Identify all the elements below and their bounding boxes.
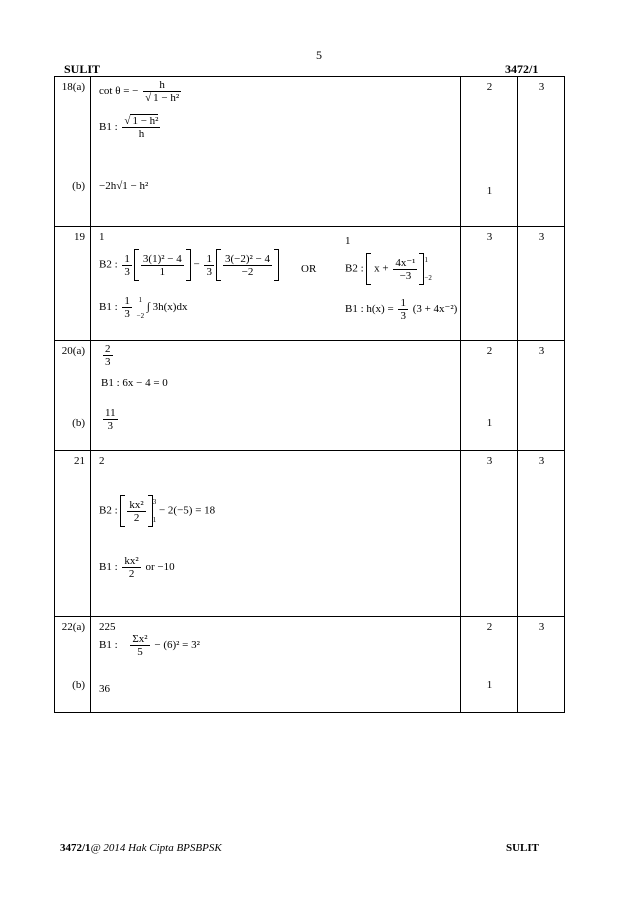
numerator: 3(1)² − 4 [142, 252, 182, 265]
answer-text: 1 [345, 235, 351, 247]
b2-line [99, 495, 215, 527]
denominator: −3 [399, 270, 412, 282]
mark-label: B2 : [99, 504, 118, 517]
fraction [393, 256, 417, 282]
denominator: −2 [241, 265, 254, 278]
mark-label: B1 : [99, 121, 118, 134]
question-row-18 [55, 77, 565, 227]
upper-limit: 1 [424, 255, 428, 264]
fraction [122, 295, 132, 320]
operator: − [193, 258, 200, 271]
answer-cell [91, 617, 461, 713]
mark-label: B1 : [99, 639, 118, 652]
denominator: 3 [107, 420, 114, 432]
total-cell [518, 227, 565, 341]
question-number-cell [55, 617, 91, 713]
denominator: h [138, 128, 145, 140]
denominator: 1 [159, 265, 166, 278]
marks-cell [461, 341, 518, 451]
lower-limit: −2 [136, 311, 145, 320]
fraction [141, 253, 184, 278]
marking-scheme-table [54, 76, 565, 713]
question-label: (b) [72, 180, 85, 192]
question-number-cell [55, 451, 91, 617]
numerator: 1 [206, 252, 212, 265]
marks-cell [461, 617, 518, 713]
marks-cell [461, 227, 518, 341]
mark-value: 2 [486, 621, 493, 633]
fraction [103, 343, 113, 368]
numerator: 1 [124, 252, 130, 265]
header-sulit: SULIT [64, 62, 101, 76]
mark-label: B1 : h(x) = [345, 303, 394, 316]
mark-label: B1 : [99, 301, 118, 314]
upper-limit: 1 [138, 295, 143, 304]
answer-cell [91, 77, 461, 227]
question-label: 22(a) [61, 621, 85, 633]
expression: or −10 [145, 561, 175, 574]
question-label: 20(a) [61, 345, 85, 357]
answer-text: cot θ = − [99, 85, 139, 98]
mark-value: 1 [486, 417, 493, 429]
footer-sulit: SULIT [506, 842, 540, 854]
expression: (3 + 4x⁻²) [412, 303, 458, 316]
answer-text: 2 [99, 455, 105, 467]
mark-value: 1 [486, 679, 493, 691]
denominator: 3 [105, 356, 111, 368]
answer-line [99, 79, 183, 104]
denominator: 3 [124, 308, 130, 320]
denominator: 5 [137, 646, 143, 658]
denominator: 1 − h² [153, 92, 180, 104]
mark-value: 2 [486, 345, 493, 357]
mark-value: 1 [486, 185, 493, 197]
question-label: 19 [74, 231, 85, 243]
numerator: 1 [400, 297, 406, 309]
denominator: 2 [128, 568, 135, 580]
fraction [122, 555, 140, 580]
denominator: 2 [133, 511, 140, 524]
b1-line [99, 115, 162, 140]
marks-cell [461, 77, 518, 227]
total-value: 3 [538, 81, 545, 93]
total-value: 3 [538, 455, 545, 467]
footer-copyright [60, 842, 222, 854]
footer-code: 3472/1 [60, 842, 91, 854]
b1-line [99, 555, 175, 580]
question-label: (b) [72, 417, 85, 429]
expression: x + [374, 262, 389, 275]
alt-b1-line [345, 297, 457, 322]
question-label: (b) [72, 679, 85, 691]
expression: − (6)² = 3² [154, 639, 200, 652]
mark-label: B2 : [345, 262, 364, 275]
question-number-cell [55, 227, 91, 341]
total-cell [518, 341, 565, 451]
answer-line [101, 343, 115, 368]
total-value: 3 [538, 345, 545, 357]
lower-limit: 1 [152, 515, 157, 524]
question-row-20 [55, 341, 565, 451]
fraction [130, 633, 149, 658]
numerator: 1 − h² [132, 115, 159, 127]
fraction [103, 407, 118, 432]
question-number-cell [55, 341, 91, 451]
answer-line [101, 407, 120, 432]
total-cell [518, 451, 565, 617]
question-row-21 [55, 451, 565, 617]
alt-b2-line [345, 253, 432, 285]
fraction [122, 253, 132, 278]
numerator: h [143, 79, 181, 92]
total-cell [518, 617, 565, 713]
b1-line [99, 295, 187, 320]
question-label: 18(a) [61, 81, 85, 93]
answer-text: 36 [99, 683, 110, 695]
total-cell [518, 77, 565, 227]
denominator: 3 [124, 265, 130, 278]
numerator: 2 [105, 343, 111, 355]
fraction [223, 253, 272, 278]
integral: ∫ 3h(x)dx [146, 301, 188, 314]
lower-limit: −2 [424, 273, 432, 282]
b2-line [99, 249, 279, 281]
b1-line [99, 633, 200, 658]
question-row-22 [55, 617, 565, 713]
numerator: kx² [129, 498, 144, 511]
fraction [127, 499, 145, 524]
numerator: 4x⁻¹ [395, 257, 416, 269]
mark-value: 3 [486, 455, 493, 467]
marks-cell [461, 451, 518, 617]
answer-cell [91, 341, 461, 451]
upper-limit: 3 [152, 497, 157, 506]
numerator: 3(−2)² − 4 [224, 252, 270, 265]
mark-label: B2 : [99, 258, 118, 271]
numerator: 11 [105, 407, 116, 419]
expression: − 2(−5) = 18 [158, 504, 216, 517]
mark-value: 3 [486, 231, 493, 243]
fraction [204, 253, 214, 278]
numerator: kx² [124, 555, 139, 567]
answer-cell [91, 227, 461, 341]
question-label: 21 [74, 455, 85, 467]
mark-value: 2 [486, 81, 493, 93]
question-number-cell [55, 77, 91, 227]
or-label: OR [301, 263, 317, 275]
answer-cell [91, 451, 461, 617]
answer-line: −2h√1 − h² [99, 180, 149, 192]
mark-label: B1 : [99, 561, 118, 574]
header-paper-code: 3472/1 [505, 62, 539, 76]
denominator: 3 [400, 310, 406, 322]
total-value: 3 [538, 231, 545, 243]
fraction: $\frac{\text{√ 1 − h²}}{h}$ [124, 115, 159, 140]
footer-copyright-text: @ 2014 Hak Cipta BPSBPSK [90, 842, 222, 854]
numerator: 1 [124, 295, 130, 307]
fraction [398, 297, 408, 322]
question-row-19 [55, 227, 565, 341]
answer-text: 1 [99, 231, 105, 243]
denominator: 3 [206, 265, 212, 278]
b1-line: B1 : 6x − 4 = 0 [101, 377, 168, 389]
page-number: 5 [316, 48, 322, 62]
answer-text: 225 [99, 621, 116, 633]
total-value: 3 [538, 621, 545, 633]
fraction: $\frac{h}{\text{√ 1 − h²}}$ [145, 79, 180, 104]
numerator: Σx² [132, 633, 148, 645]
